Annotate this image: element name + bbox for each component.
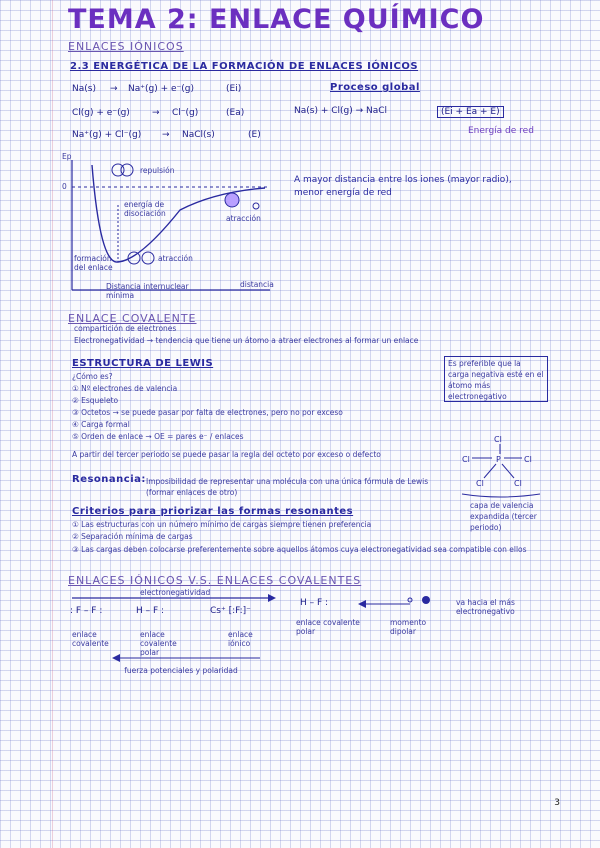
- section-covalent: ENLACE COVALENTE: [68, 312, 197, 325]
- lewis-item-1: ① Nº electrones de valencia: [72, 384, 178, 393]
- label-covalent: enlace covalente: [72, 630, 109, 648]
- lewis-item-2: ② Esqueleto: [72, 396, 119, 405]
- label-dissociation: energía de disociación: [124, 200, 166, 218]
- svg-text:Cl: Cl: [514, 479, 522, 488]
- criteria-item-2: ② Separación mínima de cargas: [72, 532, 193, 541]
- dipole-label: momento dipolar: [390, 618, 427, 636]
- lewis-title: ESTRUCTURA DE LEWIS: [72, 358, 214, 369]
- section-ionic: ENLACES IÓNICOS: [68, 40, 184, 53]
- negative-charge-note: Es preferible que la carga negativa esté en el átomo más electronegativo: [448, 359, 544, 401]
- label-attraction-low: atracción: [158, 254, 193, 263]
- reaction-2-right: Cl⁻(g): [172, 108, 199, 118]
- reaction-3-right: NaCl(s): [182, 130, 215, 140]
- page-number: 3: [554, 798, 560, 808]
- page-title: TEMA 2: ENLACE QUÍMICO: [68, 4, 485, 35]
- label-bottom: fuerza potenciales y polaridad: [124, 666, 238, 675]
- lewis-item-3: ③ Octetos → se puede pasar por falta de electrones, pero no por exceso: [72, 408, 343, 417]
- period-note: A partir del tercer periodo se puede pasar la regla del octeto por exceso o defecto: [72, 450, 381, 459]
- molecule-ionic: Cs⁺ [:F:]⁻: [210, 606, 251, 616]
- reaction-1-right: Na⁺(g) + e⁻(g): [128, 84, 195, 94]
- distance-note: A mayor distancia entre los iones (mayor radio), menor energía de red: [294, 175, 512, 198]
- resonance-text: Imposibilidad de representar una molécula con una única fórmula de Lewis (formar enlaces de otro): [146, 477, 429, 497]
- svg-text:Cl: Cl: [494, 435, 502, 444]
- subsection-energetics: 2.3 ENERGÉTICA DE LA FORMACIÓN DE ENLACES IÓNICOS: [70, 61, 419, 72]
- molecule-covalent: : F – F :: [70, 606, 103, 616]
- svg-text:Cl: Cl: [524, 455, 532, 464]
- global-equation: Na(s) + Cl(g) → NaCl: [294, 106, 388, 116]
- global-sum: (Ei + Ea + E): [437, 106, 504, 118]
- label-ionic: enlace iónico: [228, 630, 253, 648]
- axis-electronegativity: electronegatividad: [140, 588, 211, 597]
- global-title: Proceso global: [330, 82, 420, 93]
- lewis-question: ¿Cómo es?: [72, 372, 113, 381]
- reaction-2-left: Cl(g) + e⁻(g): [72, 108, 130, 118]
- svg-text:Cl: Cl: [462, 455, 470, 464]
- lewis-item-5: ⑤ Orden de enlace → OE = pares e⁻ / enlaces: [72, 432, 244, 441]
- graph-zero: 0: [62, 182, 67, 191]
- polar-label: enlace covalente polar: [296, 618, 360, 636]
- lattice-energy-note: Energía de red: [468, 126, 534, 136]
- section-comparison: ENLACES IÓNICOS V.S. ENLACES COVALENTES: [68, 574, 362, 587]
- reaction-3-energy: (E): [248, 130, 261, 140]
- reaction-1-energy: (Ei): [226, 84, 242, 94]
- graph-ylabel: Ep: [62, 152, 72, 161]
- reaction-1-left: Na(s): [72, 84, 96, 94]
- label-attraction: atracción: [226, 214, 261, 223]
- label-polar-covalent: enlace covalente polar: [140, 630, 177, 657]
- reaction-3-arrow: →: [162, 130, 170, 140]
- reaction-2-arrow: →: [152, 108, 160, 118]
- molecule-polar: H – F :: [136, 606, 165, 616]
- label-formation: formación del enlace: [74, 254, 113, 272]
- label-min-distance: Distancia internuclear mínima: [106, 282, 189, 300]
- resonance-label: Resonancia:: [72, 474, 146, 485]
- covalent-bullet-1: compartición de electrones: [74, 324, 177, 333]
- criteria-title: Criterios para priorizar las formas resonantes: [72, 506, 354, 517]
- vector-note: va hacia el más electronegativo: [456, 598, 515, 616]
- molecule-hf: H – F :: [300, 598, 329, 608]
- label-repulsion: repulsión: [140, 166, 175, 175]
- svg-text:Cl: Cl: [476, 479, 484, 488]
- svg-text:P: P: [496, 455, 501, 464]
- label-x-axis: distancia: [240, 280, 274, 289]
- reaction-3-left: Na⁺(g) + Cl⁻(g): [72, 130, 142, 140]
- lewis-item-4: ④ Carga formal: [72, 420, 130, 429]
- covalent-bullet-2: Electronegatividad → tendencia que tiene un átomo a atraer electrones al formar un enlace: [74, 336, 419, 345]
- criteria-item-1: ① Las estructuras con un número mínimo de cargas siempre tienen preferencia: [72, 520, 372, 529]
- reaction-2-energy: (Ea): [226, 108, 245, 118]
- criteria-item-3: ③ Las cargas deben colocarse preferentemente sobre aquellos átomos cuya electronegatividad sea compatible con ellos: [72, 545, 527, 554]
- expanded-shell-note: capa de valencia expandida (tercer periodo): [470, 501, 537, 532]
- reaction-1-arrow: →: [110, 84, 118, 94]
